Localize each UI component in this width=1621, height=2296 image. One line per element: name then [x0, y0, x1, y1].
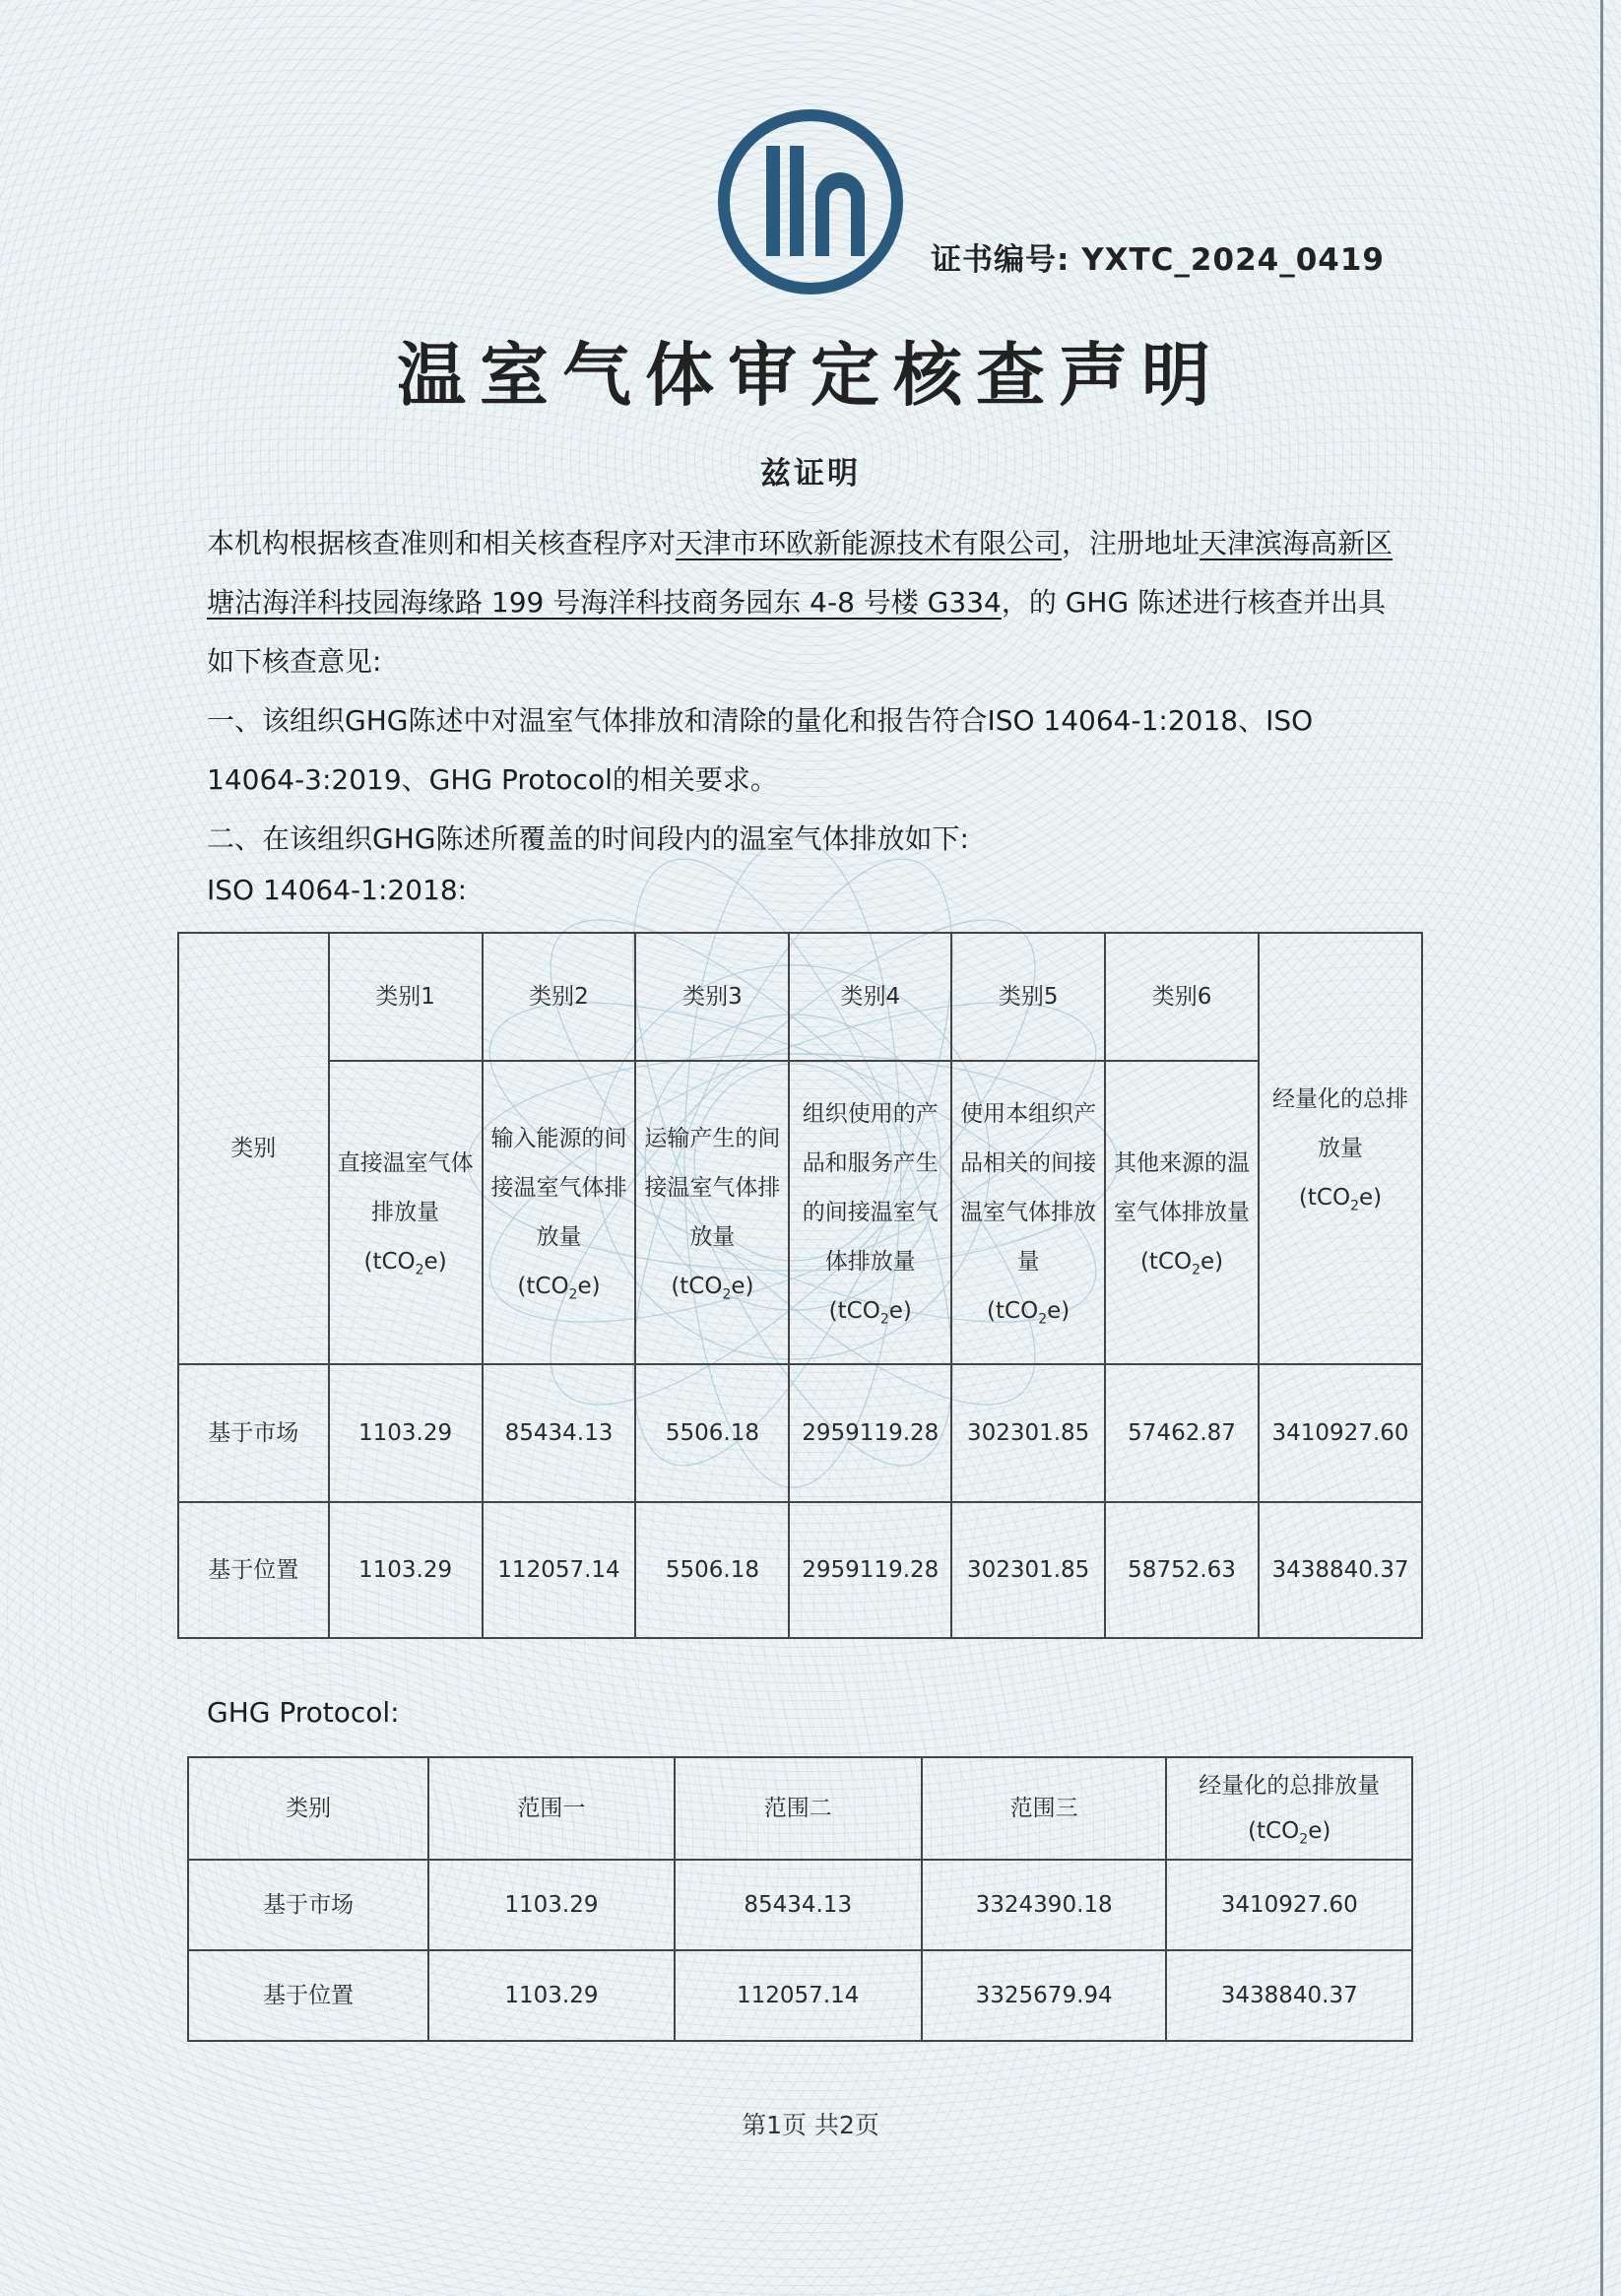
iso-emissions-table	[177, 932, 1423, 1639]
certificate-number: 证书编号: YXTC_2024_0419	[931, 242, 1385, 278]
corner-header: 类别	[178, 933, 329, 1364]
table-cell: 5506.18	[635, 1364, 789, 1502]
intro-text-b: ，注册地址	[1062, 527, 1200, 559]
table-cell: 85434.13	[483, 1364, 636, 1502]
table-cell: 85434.13	[675, 1860, 922, 1950]
organization-logo	[717, 108, 904, 295]
total-header-label: 经量化的总排放量	[1272, 1086, 1408, 1161]
opinion-point-2: 二、在该组织GHG陈述所覆盖的时间段内的温室气体排放如下:	[207, 822, 969, 855]
category-header: 类别4	[789, 933, 951, 1061]
iso-standard-label: ISO 14064-1:2018:	[207, 874, 468, 906]
company-name: 天津市环欧新能源技术有限公司	[676, 527, 1063, 559]
category-header: 类别2	[483, 933, 636, 1061]
category-description: 使用本组织产品相关的间接温室气体排放量 (tCO$_2$e)	[951, 1061, 1105, 1364]
column-header: 范围一	[428, 1757, 674, 1860]
category-description: 组织使用的产品和服务产生的间接温室气体排放量 (tCO$_2$e)	[789, 1061, 951, 1364]
category-description: 直接温室气体排放量 (tCO$_2$e)	[329, 1061, 483, 1364]
table-row	[188, 1860, 1412, 1950]
table-cell: 58752.63	[1105, 1502, 1259, 1638]
document-subtitle: 兹证明	[760, 456, 861, 492]
page-footer: 第1页 共2页	[742, 2111, 879, 2139]
row-label: 基于位置	[188, 1950, 428, 2041]
unit-label: (tCO$_2$e)	[1248, 1818, 1331, 1848]
row-label: 基于市场	[178, 1364, 329, 1502]
table-cell: 112057.14	[483, 1502, 636, 1638]
row-label: 基于位置	[178, 1502, 329, 1638]
category-header: 类别5	[951, 933, 1105, 1061]
category-description: 运输产生的间接温室气体排放量 (tCO$_2$e)	[635, 1061, 789, 1364]
table-cell: 3325679.94	[922, 1950, 1167, 2041]
category-header: 类别1	[329, 933, 483, 1061]
table-cell: 3324390.18	[922, 1860, 1167, 1950]
table-row	[188, 1757, 1412, 1860]
table-cell: 1103.29	[329, 1364, 483, 1502]
table-cell: 3438840.37	[1259, 1502, 1422, 1638]
table-cell: 3410927.60	[1259, 1364, 1422, 1502]
total-header	[1166, 1757, 1412, 1860]
table-cell: 2959119.28	[789, 1364, 951, 1502]
table-cell: 302301.85	[951, 1502, 1105, 1638]
unit-label: (tCO$_2$e)	[1298, 1185, 1383, 1214]
ghg-protocol-table	[187, 1756, 1413, 2042]
intro-text-c: ，的 GHG 陈述进行核查并出具如下核查意见:	[207, 586, 1387, 678]
column-header: 类别	[188, 1757, 428, 1860]
company-address: 天津滨海高新区塘沽海洋科技园海缘路 199 号海洋科技商务园东 4-8 号楼 G334	[207, 527, 1394, 619]
table-row	[188, 1950, 1412, 2041]
total-header	[1259, 933, 1422, 1364]
category-description: 输入能源的间接温室气体排放量 (tCO$_2$e)	[483, 1061, 636, 1364]
document-title: 温室气体审定核查声明	[397, 334, 1224, 416]
table-cell: 1103.29	[329, 1502, 483, 1638]
table-cell: 57462.87	[1105, 1364, 1259, 1502]
table-cell: 112057.14	[675, 1950, 922, 2041]
statement-body	[207, 514, 1408, 869]
table-cell: 1103.29	[428, 1860, 674, 1950]
table-row	[178, 933, 1422, 1061]
intro-text-a: 本机构根据核查准则和相关核查程序对	[207, 527, 677, 559]
category-header: 类别3	[635, 933, 789, 1061]
table-row	[178, 1502, 1422, 1638]
ghg-protocol-label: GHG Protocol:	[207, 1696, 400, 1729]
column-header: 范围三	[922, 1757, 1167, 1860]
opinion-point-1: 一、该组织GHG陈述中对温室气体排放和清除的量化和报告符合ISO 14064-1:2018、ISO 14064-3:2019、GHG Protocol的相关要求。	[207, 704, 1314, 796]
table-cell: 5506.18	[635, 1502, 789, 1638]
table-row	[178, 1364, 1422, 1502]
table-cell: 1103.29	[428, 1950, 674, 2041]
table-row	[178, 1061, 1422, 1364]
table-cell: 3438840.37	[1166, 1950, 1412, 2041]
column-header: 范围二	[675, 1757, 922, 1860]
intro-paragraph	[207, 514, 1408, 691]
table-cell: 3410927.60	[1166, 1860, 1412, 1950]
row-label: 基于市场	[188, 1860, 428, 1950]
total-header-label: 经量化的总排放量	[1199, 1773, 1381, 1799]
table-cell: 302301.85	[951, 1364, 1105, 1502]
table-cell: 2959119.28	[789, 1502, 951, 1638]
category-header: 类别6	[1105, 933, 1259, 1061]
category-description: 其他来源的温室气体排放量 (tCO$_2$e)	[1105, 1061, 1259, 1364]
